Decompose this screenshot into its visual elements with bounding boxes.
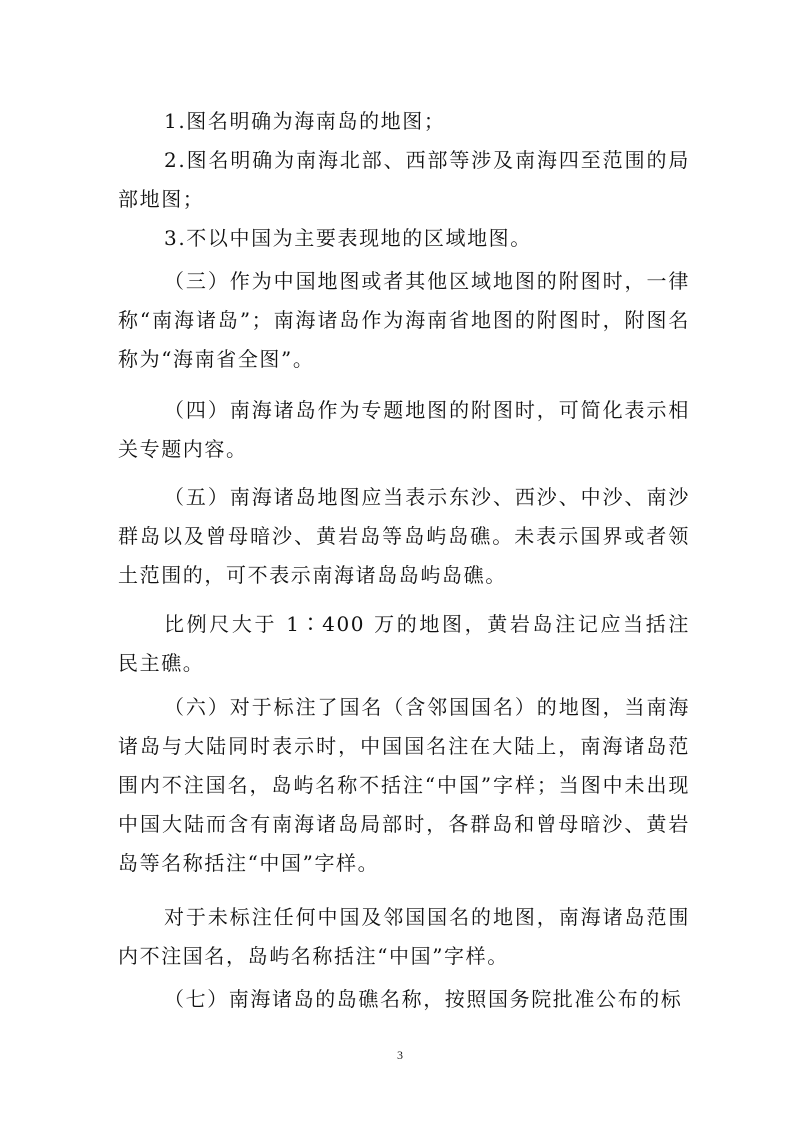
paragraph-section-7: （七）南海诸岛的岛礁名称，按照国务院批准公布的标 bbox=[164, 987, 683, 1011]
paragraph-scale-note: 比例尺大于 1∶400 万的地图，黄岩岛注记应当括注民主礁。 bbox=[118, 612, 690, 675]
paragraph-section-5: （五）南海诸岛地图应当表示东沙、西沙、中沙、南沙群岛以及曾母暗沙、黄岩岛等岛屿岛礁。未表示国界或者领土范围的，可不表示南海诸岛岛屿岛礁。 bbox=[118, 485, 690, 587]
paragraph-section-6: （六）对于标注了国名（含邻国国名）的地图，当南海诸岛与大陆同时表示时，中国国名注在大陆上，南海诸岛范围内不注国名，岛屿名称不括注“中国”字样；当图中未出现中国大陆而含有南海诸岛局部时，各群岛和曾母暗沙、黄岩岛等名称括注“中国”字样。 bbox=[118, 695, 690, 875]
page-number: 3 bbox=[397, 1048, 403, 1062]
list-item-2: 2.图名明确为南海北部、西部等涉及南海四至范围的局部地图； bbox=[118, 148, 690, 211]
list-item-1: 1.图名明确为海南岛的地图； bbox=[164, 109, 446, 133]
paragraph-section-4: （四）南海诸岛作为专题地图的附图时，可简化表示相关专题内容。 bbox=[118, 398, 690, 461]
paragraph-no-country-names: 对于未标注任何中国及邻国国名的地图，南海诸岛范围内不注国名，岛屿名称括注“中国”字样。 bbox=[118, 905, 690, 968]
paragraph-section-3: （三）作为中国地图或者其他区域地图的附图时，一律称“南海诸岛”；南海诸岛作为海南省地图的附图时，附图名称为“海南省全图”。 bbox=[118, 269, 690, 371]
list-item-3: 3.不以中国为主要表现地的区域地图。 bbox=[164, 226, 532, 250]
